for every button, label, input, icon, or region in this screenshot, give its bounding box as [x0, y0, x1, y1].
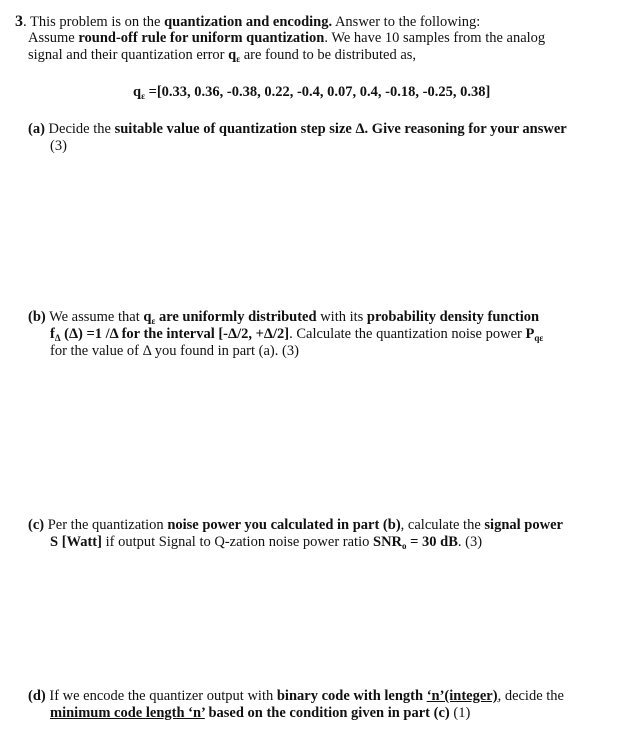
part-b-line-1 — [28, 309, 539, 326]
part-a-text: Decide the — [44, 121, 115, 137]
part-b-bold: are uniformly distributed — [155, 309, 317, 325]
part-c-bold: signal power — [484, 517, 563, 533]
p-subscript: qε — [534, 333, 544, 343]
part-d-bold: based on the condition given in part (c) — [204, 705, 450, 721]
intro-text: . This problem is on the — [23, 14, 165, 30]
part-c-text: if output Signal to Q-zation noise power ratio — [101, 534, 373, 550]
problem-intro-line-3 — [28, 47, 416, 64]
part-d-underlined: ‘n’(integer) — [426, 688, 498, 704]
pdf-definition: (Δ) =1 /Δ for the interval [-Δ/2, +Δ/2] — [60, 326, 290, 342]
snr-value: = 30 dB — [406, 534, 458, 550]
f-subscript: Δ — [54, 333, 61, 343]
part-b-text: . Calculate the quantization noise power — [289, 326, 526, 342]
part-d-label: (d) — [28, 688, 46, 704]
part-d-text: If we encode the quantizer output with — [45, 688, 277, 704]
error-vector — [133, 84, 490, 101]
intro-text: are found to be distributed as, — [240, 47, 417, 63]
q-symbol: q — [133, 84, 142, 100]
snr-subscript: o — [402, 541, 407, 551]
problem-number: 3 — [15, 13, 23, 30]
part-c-bold: noise power you calculated in part (b) — [167, 517, 401, 533]
part-c-text: Per the quantization — [44, 517, 168, 533]
part-a-line-1 — [28, 121, 567, 138]
problem-intro-line-1 — [15, 13, 480, 31]
q-subscript: ε — [151, 316, 156, 326]
q-symbol: q — [228, 47, 237, 63]
part-d-text: , decide the — [497, 688, 564, 704]
intro-bold-rule: round-off rule for uniform quantization — [78, 30, 325, 46]
part-b-bold: probability density function — [366, 309, 540, 325]
part-a-question: suitable value of quantization step size Δ. Give reasoning for your answer — [114, 121, 567, 137]
part-d-text: (1) — [449, 705, 471, 721]
part-d-bold: binary code with length — [276, 688, 427, 704]
part-b-line-2 — [50, 326, 543, 343]
error-values: =[0.33, 0.36, -0.38, 0.22, -0.4, 0.07, 0.4, -0.18, -0.25, 0.38] — [144, 84, 491, 100]
part-c-line-2 — [50, 534, 482, 551]
part-c-label: (c) — [28, 517, 45, 533]
part-d-line-2 — [50, 705, 470, 722]
part-c-text: , calculate the — [400, 517, 485, 533]
part-d-line-1 — [28, 688, 564, 705]
intro-text: signal and their quantization error — [28, 47, 229, 63]
part-d-underlined: minimum code length ‘n’ — [50, 705, 205, 721]
q-subscript: ε — [141, 91, 145, 101]
intro-text: Assume — [28, 30, 79, 46]
part-b-line-3: for the value of Δ you found in part (a). (3) — [50, 343, 299, 359]
q-subscript: ε — [236, 54, 241, 64]
problem-intro-line-2 — [28, 30, 545, 47]
signal-power: S [Watt] — [50, 534, 102, 550]
part-c-line-1 — [28, 517, 563, 534]
p-symbol: P — [525, 326, 535, 342]
part-a-marks: (3) — [50, 138, 67, 154]
f-symbol: f — [50, 326, 55, 342]
snr-symbol: SNR — [373, 534, 403, 550]
part-a-label: (a) — [28, 121, 45, 137]
intro-text: Answer to the following: — [332, 14, 481, 30]
part-b-label: (b) — [28, 309, 46, 325]
intro-bold-topic: quantization and encoding. — [164, 14, 333, 30]
part-b-text: with its — [316, 309, 367, 325]
intro-text: . We have 10 samples from the analog — [324, 30, 546, 46]
part-c-text: . (3) — [457, 534, 483, 550]
q-symbol: q — [143, 309, 152, 325]
part-b-text: We assume that — [45, 309, 144, 325]
